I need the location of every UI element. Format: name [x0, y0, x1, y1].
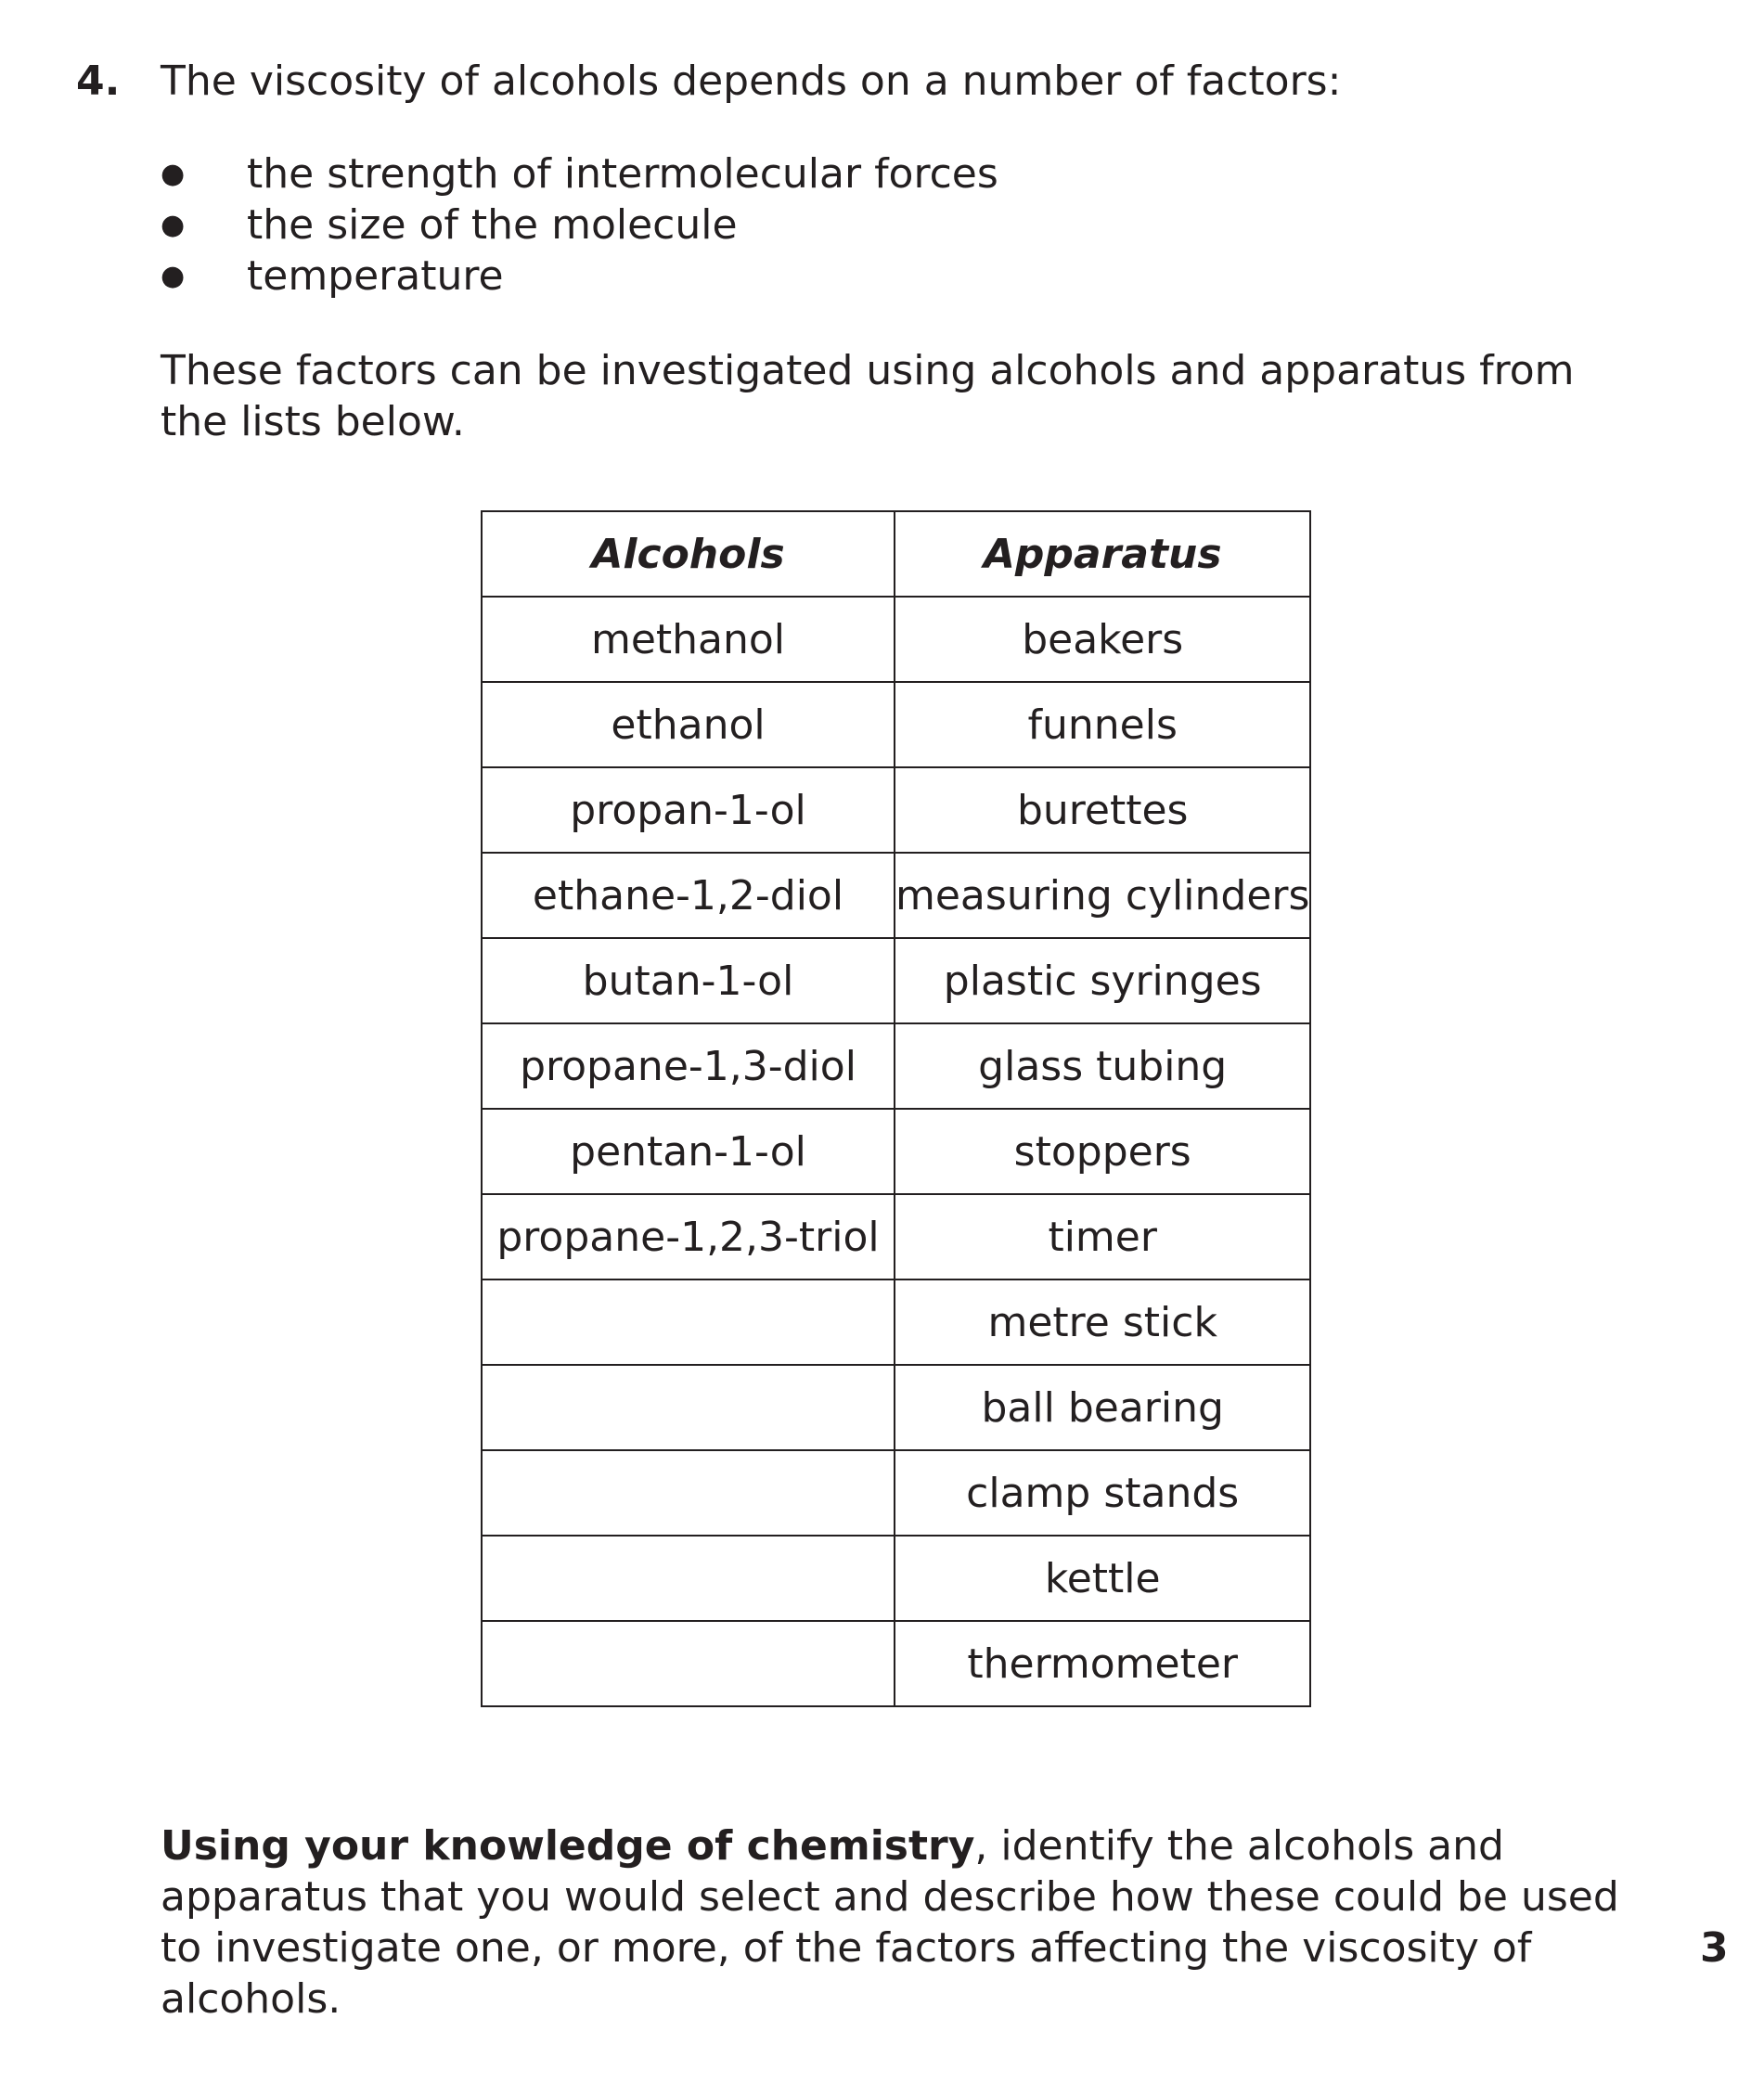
alcohol-cell: propan-1-ol — [482, 767, 895, 853]
table-row — [482, 1194, 1310, 1279]
apparatus-cell: metre stick — [895, 1279, 1310, 1365]
table-row — [482, 1536, 1310, 1621]
instructions-paragraph: These factors can be investigated using alcohols and apparatus from the lists below. — [161, 347, 1575, 445]
task-bold-lead: Using your knowledge of chemistry — [161, 1822, 975, 1870]
factor-text: temperature — [247, 252, 504, 300]
apparatus-cell: ball bearing — [895, 1365, 1310, 1450]
table-row — [482, 1023, 1310, 1109]
alcohol-cell: butan-1-ol — [482, 938, 895, 1023]
apparatus-cell: thermometer — [895, 1621, 1310, 1706]
question-intro: The viscosity of alcohols depends on a number of factors: — [161, 58, 1342, 105]
apparatus-cell: clamp stands — [895, 1450, 1310, 1536]
table-row — [482, 1279, 1310, 1365]
alcohol-cell — [482, 1365, 895, 1450]
apparatus-cell: funnels — [895, 682, 1310, 767]
table-row — [482, 1365, 1310, 1450]
alcohol-cell: propane-1,2,3-triol — [482, 1194, 895, 1279]
bullet-icon: ● — [161, 158, 186, 190]
header-alcohols: Alcohols — [482, 511, 895, 597]
alcohol-cell: pentan-1-ol — [482, 1109, 895, 1194]
table-row — [482, 1450, 1310, 1536]
apparatus-cell: measuring cylinders — [895, 853, 1310, 938]
alcohol-cell: ethane-1,2-diol — [482, 853, 895, 938]
task-instruction — [161, 1820, 1641, 2025]
alcohol-cell: propane-1,3-diol — [482, 1023, 895, 1109]
apparatus-cell: glass tubing — [895, 1023, 1310, 1109]
alcohol-cell — [482, 1279, 895, 1365]
table-row — [482, 767, 1310, 853]
alcohol-cell: ethanol — [482, 682, 895, 767]
marks-value: 3 — [1700, 1924, 1729, 1972]
apparatus-cell: timer — [895, 1194, 1310, 1279]
alcohol-cell — [482, 1621, 895, 1706]
apparatus-cell: plastic syringes — [895, 938, 1310, 1023]
table-row — [482, 682, 1310, 767]
table-row — [482, 1109, 1310, 1194]
header-apparatus: Apparatus — [895, 511, 1310, 597]
bullet-icon: ● — [161, 209, 186, 241]
table-row — [482, 597, 1310, 682]
apparatus-cell: stoppers — [895, 1109, 1310, 1194]
table-row — [482, 938, 1310, 1023]
apparatus-cell: beakers — [895, 597, 1310, 682]
task-rest: , identify the alcohols and apparatus that you would select and describe how these could be used to investigate one, or more, of the factors affecting the viscosity of alcohols. — [161, 1822, 1619, 2023]
table-row — [482, 853, 1310, 938]
apparatus-cell: burettes — [895, 767, 1310, 853]
table-header-row — [482, 511, 1310, 597]
alcohols-apparatus-table — [481, 510, 1311, 1707]
alcohol-cell — [482, 1536, 895, 1621]
factor-text: the strength of intermolecular forces — [247, 150, 998, 198]
alcohol-cell: methanol — [482, 597, 895, 682]
apparatus-cell: kettle — [895, 1536, 1310, 1621]
question-number: 4. — [76, 58, 121, 105]
bullet-icon: ● — [161, 260, 186, 292]
table-row — [482, 1621, 1310, 1706]
factor-text: the size of the molecule — [247, 201, 738, 249]
alcohol-cell — [482, 1450, 895, 1536]
